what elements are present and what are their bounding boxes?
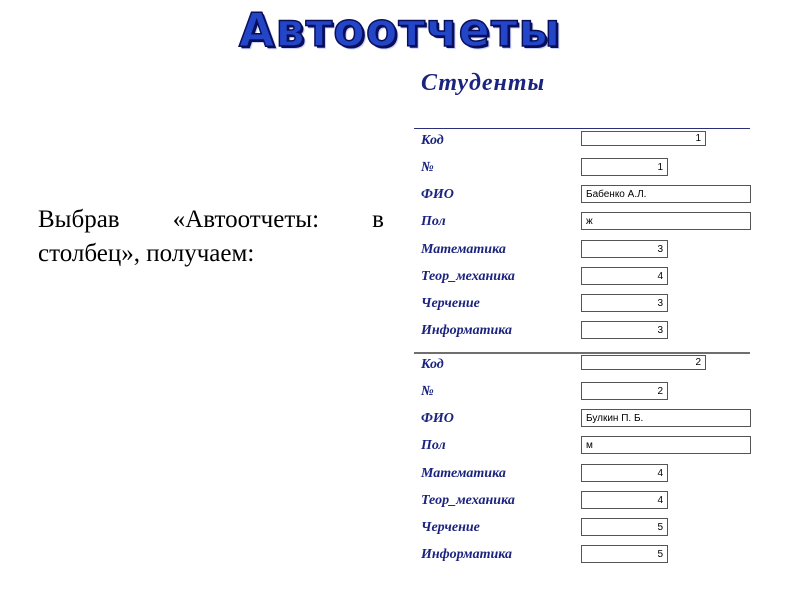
- record-row-num: [400, 382, 760, 402]
- label-pol: Пол: [421, 438, 446, 453]
- label-inform: Информатика: [421, 323, 512, 338]
- record-row-cherch: [400, 518, 760, 538]
- label-kod: Код: [421, 133, 444, 148]
- label-cherch: Черчение: [421, 520, 480, 535]
- field-kod[interactable]: 1: [581, 131, 706, 146]
- label-teor: Теор_механика: [421, 493, 515, 508]
- field-math[interactable]: 3: [581, 240, 668, 258]
- slide-title: Автоотчеты: [238, 3, 562, 57]
- record-separator: [414, 352, 750, 354]
- record-row-inform: [400, 545, 760, 565]
- label-teor: Теор_механика: [421, 269, 515, 284]
- field-cherch[interactable]: 3: [581, 294, 668, 312]
- field-kod[interactable]: 2: [581, 355, 706, 370]
- field-num[interactable]: 1: [581, 158, 668, 176]
- field-fio[interactable]: Булкин П. Б.: [581, 409, 751, 427]
- record-row-pol: [400, 436, 760, 456]
- field-pol[interactable]: м: [581, 436, 751, 454]
- record-row-math: [400, 240, 760, 260]
- record-row-pol: [400, 212, 760, 232]
- field-cherch[interactable]: 5: [581, 518, 668, 536]
- record-row-teor: [400, 267, 760, 287]
- label-kod: Код: [421, 357, 444, 372]
- record-row-teor: [400, 491, 760, 511]
- field-inform[interactable]: 3: [581, 321, 668, 339]
- report-title: Студенты: [421, 70, 546, 96]
- record-row-cherch: [400, 294, 760, 314]
- record-row-math: [400, 464, 760, 484]
- field-teor[interactable]: 4: [581, 267, 668, 285]
- label-num: №: [421, 384, 434, 399]
- label-math: Математика: [421, 242, 506, 257]
- field-teor[interactable]: 4: [581, 491, 668, 509]
- field-fio[interactable]: Бабенко А.Л.: [581, 185, 751, 203]
- label-pol: Пол: [421, 214, 446, 229]
- field-inform[interactable]: 5: [581, 545, 668, 563]
- slide-description: Выбрав «Автоотчеты: в столбец», получаем:: [38, 206, 384, 267]
- report-preview: [400, 66, 760, 596]
- record-row-num: [400, 158, 760, 178]
- label-fio: ФИО: [421, 411, 454, 426]
- label-inform: Информатика: [421, 547, 512, 562]
- label-math: Математика: [421, 466, 506, 481]
- record-row-kod: [400, 131, 760, 151]
- label-fio: ФИО: [421, 187, 454, 202]
- record-row-kod: [400, 355, 760, 375]
- field-pol[interactable]: ж: [581, 212, 751, 230]
- label-cherch: Черчение: [421, 296, 480, 311]
- field-math[interactable]: 4: [581, 464, 668, 482]
- field-num[interactable]: 2: [581, 382, 668, 400]
- record-row-fio: [400, 409, 760, 429]
- record-row-fio: [400, 185, 760, 205]
- record-row-inform: [400, 321, 760, 341]
- record-separator: [414, 128, 750, 129]
- label-num: №: [421, 160, 434, 175]
